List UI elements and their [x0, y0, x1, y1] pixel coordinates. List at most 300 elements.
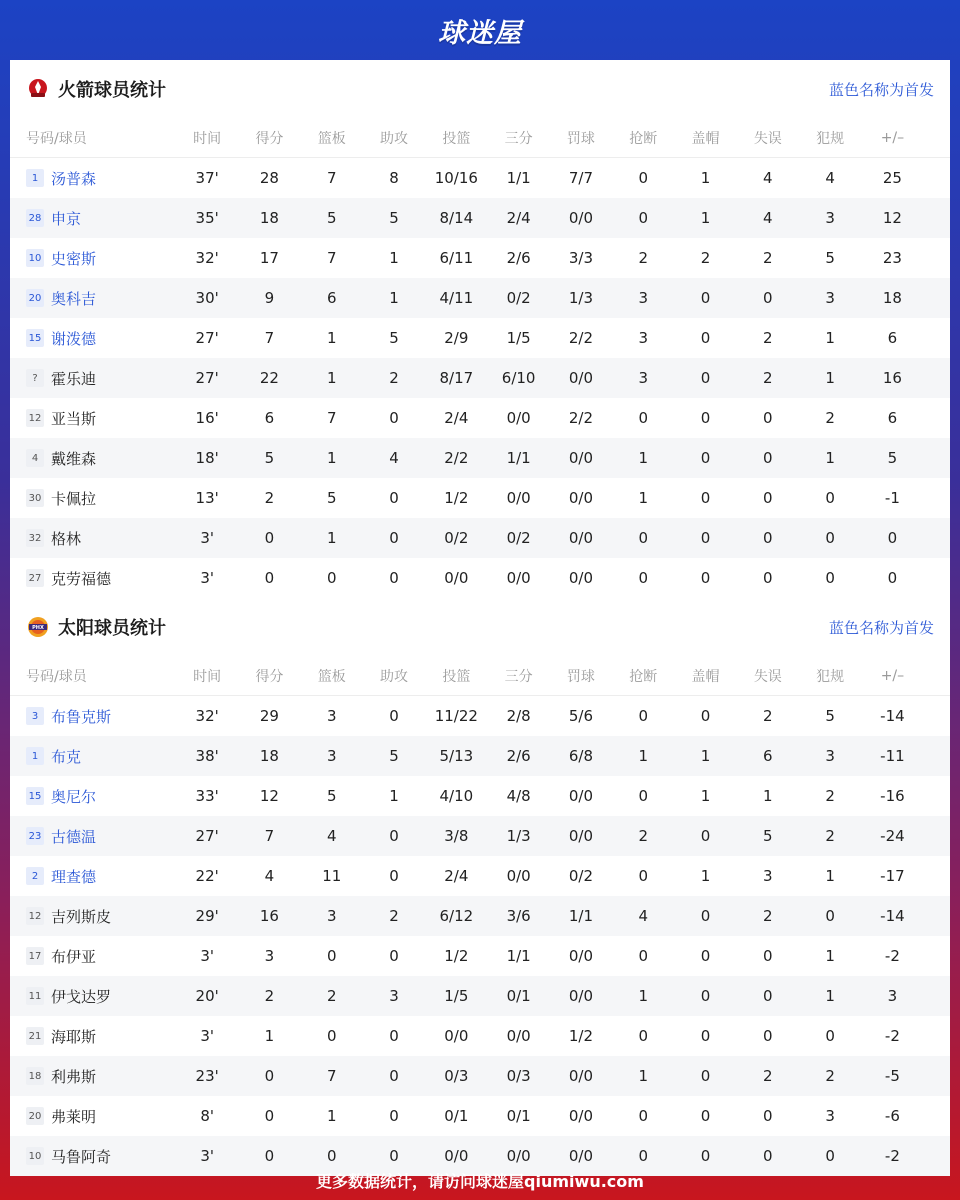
stat-cell: 0 [763, 489, 773, 507]
stat-cell: 4 [763, 169, 773, 187]
team-title [26, 614, 166, 640]
player-name[interactable]: 卡佩拉 [51, 489, 97, 508]
stat-cell: 16 [259, 907, 279, 925]
stat-cell: 3/6 [506, 907, 531, 925]
stat-cell: 7 [264, 827, 275, 845]
stat-cell: 3 [763, 867, 773, 885]
team-title-text: 太阳球员统计 [58, 618, 166, 639]
stat-cell: 0/0 [568, 1107, 593, 1125]
stat-cell: 0 [638, 409, 648, 427]
stat-cell: -14 [880, 907, 905, 925]
player-cell [10, 826, 176, 847]
player-name[interactable]: 戴维森 [51, 449, 97, 468]
section-header [10, 598, 950, 656]
footer-link[interactable]: 更多数据统计，请访问球迷屋qiumiwu.com [316, 1171, 644, 1191]
stat-cell: 4 [638, 907, 648, 925]
jersey-number-badge: 11 [26, 987, 44, 1005]
player-name[interactable]: 海耶斯 [51, 1027, 97, 1046]
stat-cell: 1 [389, 787, 399, 805]
stat-cell: 5 [389, 209, 399, 227]
stat-cell: 5 [825, 707, 835, 725]
stat-cell: 1 [825, 369, 835, 387]
stat-cell: 38' [195, 747, 219, 765]
player-name[interactable]: 利弗斯 [51, 1067, 97, 1086]
stat-cell: 0 [638, 1027, 648, 1045]
player-name[interactable]: 古德温 [51, 827, 97, 846]
stat-cell: 0 [326, 1027, 337, 1045]
stat-cell: 0 [763, 1027, 773, 1045]
stat-cell: 0 [700, 489, 711, 507]
stat-cell: 0 [700, 947, 711, 965]
stat-cell: 0 [763, 1107, 773, 1125]
player-name[interactable]: 史密斯 [51, 249, 97, 268]
rockets-logo-icon [26, 77, 50, 101]
player-cell [10, 986, 176, 1007]
stat-cell: 0 [326, 569, 337, 587]
stat-cell: 0 [825, 489, 835, 507]
stat-cell: 6/11 [439, 249, 474, 267]
stat-cell: 0/0 [568, 947, 593, 965]
jersey-number-badge: 4 [26, 449, 44, 467]
player-cell [10, 906, 176, 927]
stat-cell: 29' [195, 907, 219, 925]
stat-cell: 0/3 [444, 1067, 469, 1085]
stat-cell: 22' [195, 867, 219, 885]
stat-cell: 23' [195, 1067, 219, 1085]
stat-cell: 2/2 [568, 409, 593, 427]
stat-cell: 5 [763, 827, 773, 845]
stat-cell: 4/10 [439, 787, 474, 805]
stat-cell: 0 [638, 529, 648, 547]
stat-cell: 8' [200, 1107, 214, 1125]
stat-cell: 0 [700, 1107, 711, 1125]
stat-cell: 0 [389, 1027, 399, 1045]
jersey-number-badge: 15 [26, 329, 44, 347]
player-cell [10, 866, 176, 887]
column-header: 篮板 [317, 668, 346, 685]
stat-cell: 0/1 [506, 987, 531, 1005]
stat-cell: 18 [259, 209, 279, 227]
stat-cell: 32' [195, 249, 219, 267]
player-name[interactable]: 谢泼德 [51, 329, 97, 348]
stat-cell: 2 [264, 987, 275, 1005]
stat-cell: 0/0 [506, 569, 531, 587]
column-header: 罚球 [566, 668, 595, 685]
player-cell [10, 786, 176, 807]
table-row[interactable] [10, 478, 950, 518]
stat-cell: 0 [700, 827, 711, 845]
stat-cell: 0 [638, 867, 648, 885]
stat-cell: 18 [882, 289, 902, 307]
stat-cell: 28 [259, 169, 279, 187]
stat-cell: 1/2 [568, 1027, 593, 1045]
stat-cell: 0 [638, 209, 648, 227]
stat-cell: 5/13 [439, 747, 474, 765]
stat-cell: 2 [326, 987, 337, 1005]
player-name[interactable]: 理查德 [51, 867, 97, 886]
column-header: 盖帽 [691, 668, 720, 685]
jersey-number-badge: 23 [26, 827, 44, 845]
stat-cell: 0 [638, 1147, 648, 1165]
stat-cell: 0/0 [444, 1027, 469, 1045]
stat-cell: 3 [825, 1107, 835, 1125]
stat-cell: 1 [326, 449, 337, 467]
stat-cell: 0 [389, 707, 399, 725]
stat-cell: 2/4 [444, 409, 469, 427]
stat-cell: 33' [195, 787, 219, 805]
player-cell [10, 706, 176, 727]
stat-cell: 0/0 [568, 787, 593, 805]
table-row[interactable] [10, 936, 950, 976]
jersey-number-badge: 12 [26, 907, 44, 925]
column-header: 助攻 [380, 130, 409, 147]
stat-cell: 6 [887, 409, 898, 427]
player-name[interactable]: 伊戈达罗 [51, 987, 112, 1006]
player-cell [10, 408, 176, 429]
stat-cell: 6 [326, 289, 337, 307]
column-header: 号码/球员 [26, 668, 87, 685]
stat-cell: 1/3 [506, 827, 531, 845]
table-header-row [10, 656, 950, 696]
jersey-number-badge: 20 [26, 289, 44, 307]
stat-cell: 0/0 [444, 1147, 469, 1165]
stat-cell: 4 [825, 169, 835, 187]
stat-cell: 1 [825, 329, 835, 347]
stat-cell: 27' [195, 827, 219, 845]
player-name[interactable]: 汤普森 [51, 169, 97, 188]
stat-cell: 20' [195, 987, 219, 1005]
stat-cell: 0 [264, 569, 275, 587]
table-row[interactable] [10, 1016, 950, 1056]
team-section [10, 598, 950, 1176]
player-name[interactable]: 吉列斯皮 [51, 907, 112, 926]
jersey-number-badge: ? [26, 369, 44, 387]
stat-cell: 5 [326, 787, 337, 805]
table-row[interactable] [10, 976, 950, 1016]
stat-cell: 1 [638, 449, 648, 467]
stat-cell: 0/0 [506, 409, 531, 427]
player-cell [10, 1106, 176, 1127]
table-row[interactable] [10, 1056, 950, 1096]
table-row[interactable] [10, 816, 950, 856]
stat-cell: 5 [389, 329, 399, 347]
stat-cell: 1 [389, 289, 399, 307]
stat-cell: 0/0 [568, 1067, 593, 1085]
stat-cell: 0/0 [568, 569, 593, 587]
player-name[interactable]: 奥科吉 [51, 289, 97, 308]
table-row[interactable] [10, 238, 950, 278]
stat-cell: 30' [195, 289, 219, 307]
stat-cell: -6 [884, 1107, 900, 1125]
stat-cell: 2 [763, 1067, 773, 1085]
stat-cell: -2 [884, 1027, 900, 1045]
site-header [0, 0, 960, 60]
stat-cell: 3/3 [568, 249, 593, 267]
starter-note: 蓝色名称为首发 [828, 618, 934, 637]
table-row[interactable] [10, 696, 950, 736]
stat-cell: 0/0 [568, 489, 593, 507]
player-cell [10, 288, 176, 309]
stat-cell: 4 [389, 449, 399, 467]
stat-cell: 4/11 [439, 289, 474, 307]
stat-cell: 27' [195, 369, 219, 387]
stat-cell: 1 [638, 747, 648, 765]
stat-cell: 0 [700, 289, 711, 307]
stat-cell: 23 [882, 249, 902, 267]
table-body [10, 696, 950, 1176]
stat-cell: 0/0 [568, 529, 593, 547]
table-row[interactable] [10, 776, 950, 816]
stat-cell: 1 [700, 867, 711, 885]
stat-cell: 2 [264, 489, 275, 507]
table-row[interactable] [10, 558, 950, 598]
stat-cell: 2 [389, 369, 399, 387]
stat-cell: -14 [880, 707, 905, 725]
stat-cell: 0 [763, 947, 773, 965]
stat-cell: 6 [763, 747, 773, 765]
stat-cell: -2 [884, 947, 900, 965]
stat-cell: 2 [638, 827, 648, 845]
stat-cell: 0 [389, 827, 399, 845]
jersey-number-badge: 18 [26, 1067, 44, 1085]
table-row[interactable] [10, 518, 950, 558]
stat-cell: 0 [389, 569, 399, 587]
stat-cell: 12 [259, 787, 279, 805]
stat-cell: 0 [389, 409, 399, 427]
player-name[interactable]: 弗莱明 [51, 1107, 97, 1126]
stat-cell: 2 [763, 249, 773, 267]
table-row[interactable] [10, 736, 950, 776]
player-cell [10, 208, 176, 229]
table-header-row [10, 118, 950, 158]
stat-cell: 3' [200, 529, 214, 547]
stat-cell: 11/22 [434, 707, 478, 725]
stat-cell: 0 [264, 1107, 275, 1125]
stat-cell: -16 [880, 787, 905, 805]
stat-cell: 3' [200, 569, 214, 587]
stat-cell: 7 [326, 169, 337, 187]
stat-cell: 0/2 [506, 529, 531, 547]
stat-cell: 1 [638, 987, 648, 1005]
stat-cell: 25 [882, 169, 902, 187]
stat-cell: 3 [326, 707, 337, 725]
stat-cell: 6 [264, 409, 275, 427]
stat-cell: 1/1 [506, 449, 531, 467]
player-name[interactable]: 布鲁克斯 [51, 707, 112, 726]
player-name[interactable]: 申京 [51, 209, 82, 228]
player-cell [10, 248, 176, 269]
stat-cell: 0 [700, 569, 711, 587]
player-name[interactable]: 马鲁阿奇 [51, 1147, 112, 1166]
stat-cell: 1 [264, 1027, 275, 1045]
stat-cell: 0 [700, 529, 711, 547]
stat-cell: 0 [763, 569, 773, 587]
stat-cell: 0 [825, 907, 835, 925]
player-name[interactable]: 布克 [51, 747, 82, 766]
stat-cell: 0 [638, 787, 648, 805]
stat-cell: 0/0 [568, 369, 593, 387]
player-cell [10, 368, 176, 389]
stat-cell: 0 [763, 529, 773, 547]
player-name[interactable]: 奥尼尔 [51, 787, 97, 806]
stat-cell: 16 [882, 369, 902, 387]
stat-cell: 32' [195, 707, 219, 725]
jersey-number-badge: 20 [26, 1107, 44, 1125]
stat-cell: 1/2 [444, 489, 469, 507]
jersey-number-badge: 27 [26, 569, 44, 587]
stat-cell: 0 [887, 529, 898, 547]
stat-cell: 0/0 [568, 827, 593, 845]
player-name[interactable]: 布伊亚 [51, 947, 97, 966]
stat-cell: 3 [638, 329, 648, 347]
player-cell [10, 1066, 176, 1087]
table-row[interactable] [10, 856, 950, 896]
stat-cell: 0 [389, 1067, 399, 1085]
player-name[interactable]: 亚当斯 [51, 409, 97, 428]
team-title-text: 火箭球员统计 [58, 80, 166, 101]
team-section [10, 60, 950, 598]
table-row[interactable] [10, 158, 950, 198]
player-cell [10, 328, 176, 349]
stat-cell: 1 [638, 489, 648, 507]
column-header: 失误 [753, 130, 782, 147]
suns-logo-icon [26, 615, 50, 639]
starter-note: 蓝色名称为首发 [828, 80, 934, 99]
jersey-number-badge: 1 [26, 747, 44, 765]
stat-cell: 2 [825, 827, 835, 845]
table-row[interactable] [10, 896, 950, 936]
stat-cell: 0/0 [568, 1147, 593, 1165]
jersey-number-badge: 10 [26, 1147, 44, 1165]
column-header: 三分 [504, 668, 533, 685]
stat-cell: 0/3 [506, 1067, 531, 1085]
stat-cell: 7 [264, 329, 275, 347]
column-header: 三分 [504, 130, 533, 147]
stat-cell: 0 [389, 529, 399, 547]
stat-cell: 16' [195, 409, 219, 427]
stat-cell: 7 [326, 409, 337, 427]
table-row[interactable] [10, 198, 950, 238]
stat-cell: 0 [887, 569, 898, 587]
stat-cell: 1/5 [506, 329, 531, 347]
stat-cell: 0 [700, 369, 711, 387]
stat-cell: 0/0 [568, 449, 593, 467]
stat-cell: 0 [638, 569, 648, 587]
jersey-number-badge: 2 [26, 867, 44, 885]
stat-cell: -24 [880, 827, 905, 845]
stat-cell: 1/5 [444, 987, 469, 1005]
stat-cell: 0 [389, 489, 399, 507]
stat-cell: 1 [638, 1067, 648, 1085]
stat-cell: 0 [763, 987, 773, 1005]
player-name[interactable]: 格林 [51, 529, 82, 548]
stat-cell: 1 [326, 329, 337, 347]
stat-cell: -5 [884, 1067, 900, 1085]
stat-cell: 0/0 [506, 1027, 531, 1045]
table-row[interactable] [10, 398, 950, 438]
column-header: 投篮 [442, 668, 471, 685]
stat-cell: 3/8 [444, 827, 469, 845]
stat-cell: 3' [200, 1027, 214, 1045]
site-logo[interactable]: 球迷屋 [438, 17, 522, 49]
stat-cell: 11 [322, 867, 342, 885]
column-header: 得分 [255, 668, 284, 685]
jersey-number-badge: 10 [26, 249, 44, 267]
stat-cell: 3 [638, 289, 648, 307]
stat-cell: 0 [326, 1147, 337, 1165]
stat-cell: 0/2 [506, 289, 531, 307]
player-name[interactable]: 克劳福德 [51, 569, 112, 588]
column-header: 得分 [255, 130, 284, 147]
stat-cell: 0 [763, 289, 773, 307]
stat-cell: 3 [887, 987, 898, 1005]
jersey-number-badge: 1 [26, 169, 44, 187]
stat-cell: 0 [638, 169, 648, 187]
column-header: 号码/球员 [26, 130, 87, 147]
column-header: 罚球 [566, 130, 595, 147]
stat-cell: 2 [638, 249, 648, 267]
stat-cell: 0 [700, 707, 711, 725]
stat-cell: 0 [825, 1147, 835, 1165]
stat-cell: 10/16 [434, 169, 478, 187]
stat-cell: 2/6 [506, 747, 531, 765]
stat-cell: 2 [763, 369, 773, 387]
stat-cell: 3 [825, 747, 835, 765]
stat-cell: 1 [700, 787, 711, 805]
stat-cell: 7 [326, 249, 337, 267]
stat-cell: 5 [264, 449, 275, 467]
column-header: 抢断 [629, 668, 658, 685]
table-body [10, 158, 950, 598]
stat-cell: 0/0 [568, 209, 593, 227]
stat-cell: 0 [700, 449, 711, 467]
table-row[interactable] [10, 438, 950, 478]
player-cell [10, 746, 176, 767]
table-row[interactable] [10, 318, 950, 358]
table-row[interactable] [10, 1096, 950, 1136]
stat-cell: 1/1 [506, 947, 531, 965]
svg-text:PHX: PHX [32, 625, 44, 631]
stat-cell: 5 [389, 747, 399, 765]
stat-cell: 0/0 [506, 867, 531, 885]
stat-cell: 0 [825, 569, 835, 587]
stat-cell: 1 [326, 529, 337, 547]
stat-cell: 0/0 [568, 987, 593, 1005]
stat-cell: 3 [825, 209, 835, 227]
column-header: 时间 [193, 130, 222, 147]
column-header: 抢断 [629, 130, 658, 147]
stat-cell: 1 [825, 449, 835, 467]
stat-cell: 1/3 [568, 289, 593, 307]
column-header: 失误 [753, 668, 782, 685]
player-name[interactable]: 霍乐迪 [51, 369, 97, 388]
stat-cell: 0 [264, 1067, 275, 1085]
table-row[interactable] [10, 278, 950, 318]
table-row[interactable] [10, 358, 950, 398]
stat-cell: 8/14 [439, 209, 474, 227]
stat-cell: 1 [700, 169, 711, 187]
stat-cell: 0 [763, 1147, 773, 1165]
stat-cell: 9 [264, 289, 275, 307]
stat-cell: 2/4 [506, 209, 531, 227]
stat-cell: 2 [763, 907, 773, 925]
jersey-number-badge: 21 [26, 1027, 44, 1045]
stat-cell: 3 [389, 987, 399, 1005]
stat-cell: 2 [825, 409, 835, 427]
stat-cell: 8/17 [439, 369, 474, 387]
stat-cell: 0 [700, 907, 711, 925]
stat-cell: 3 [326, 907, 337, 925]
